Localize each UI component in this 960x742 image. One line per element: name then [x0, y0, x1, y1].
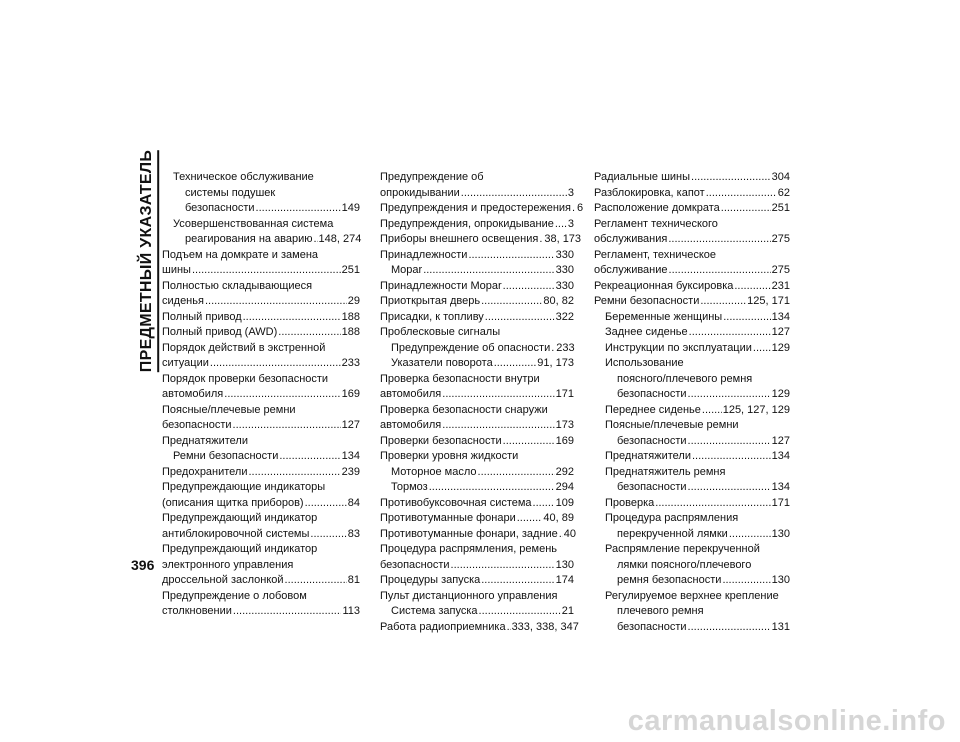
index-entry-text: Беременные женщины: [605, 310, 723, 323]
index-entry: [380, 263, 574, 279]
index-entry: [162, 217, 360, 233]
index-entry-text: ремня безопасности: [617, 574, 722, 586]
index-entry-text: Принадлежности Mopar: [380, 279, 502, 292]
index-entry-text: Преднатяжители: [605, 450, 691, 462]
index-entry-text: Противотуманные фонари: [380, 512, 516, 524]
index-entry-text: Порядок проверки безопасности: [162, 372, 329, 385]
index-entry-page-ref: 169: [555, 434, 574, 447]
index-entry-page-ref: 80, 82: [543, 295, 574, 307]
index-entry-page-ref: 292: [555, 465, 574, 478]
index-entry: [380, 170, 574, 201]
index-entry-page-ref: 127: [771, 434, 790, 447]
index-entry-text: электронного управления: [162, 558, 294, 571]
index-entry: [594, 434, 790, 450]
index-entry-text: Усовершенствованная система: [173, 217, 334, 230]
index-entry-page-ref: 188: [341, 326, 360, 338]
index-entry-text: реагирования на аварию: [185, 233, 313, 245]
index-entry-text: Проверка безопасности внутри: [380, 372, 540, 385]
dot-leader: [517, 511, 543, 527]
dot-leader: [721, 201, 771, 217]
index-entry-text: перекрученной лямки: [617, 527, 728, 540]
index-entry: [380, 201, 584, 217]
dot-leader: [285, 573, 347, 589]
index-entry-page-ref: 38, 173: [544, 233, 582, 245]
index-entry-text: Техническое обслуживание: [173, 171, 314, 183]
index-entry: [162, 186, 360, 217]
dot-leader: [753, 341, 771, 357]
dot-leader: [205, 294, 347, 310]
dot-leader: [572, 201, 576, 217]
index-entry: [380, 325, 574, 341]
dot-leader: [494, 356, 537, 372]
index-entry-text: Полный привод (AWD): [162, 326, 278, 338]
index-entry-text: Моторное масло: [391, 465, 477, 478]
index-entry: [594, 217, 790, 248]
index-entry: [594, 449, 790, 465]
index-entry-text: Предупреждающие индикаторы: [162, 481, 326, 493]
dot-leader: [442, 418, 554, 434]
index-entry-page-ref: 127: [771, 326, 790, 338]
index-entry-page-ref: 130: [555, 558, 574, 571]
index-entry: [162, 232, 360, 248]
index-entry-page-ref: 83: [347, 527, 360, 540]
index-entry-page-ref: 275: [771, 233, 790, 245]
index-entry-text: Проверка: [605, 496, 655, 509]
index-entry-text: Полностью складывающиеся: [162, 279, 313, 292]
index-entry: [594, 527, 790, 543]
dot-leader: [468, 248, 554, 264]
index-entry-text: безопасности: [617, 620, 687, 633]
index-entry-page-ref: 304: [771, 171, 790, 183]
index-entry-text: Процедура распрямления, ремень: [380, 543, 558, 555]
index-entry-page-ref: 171: [771, 496, 790, 509]
index-entry-text: Регулируемое верхнее крепление: [605, 589, 779, 602]
dot-leader: [314, 232, 318, 248]
index-entry-page-ref: 134: [771, 450, 790, 462]
index-entry: [594, 294, 790, 310]
index-entry-text: Процедура распрямления: [605, 512, 739, 524]
dot-leader: [688, 480, 771, 496]
index-entry-text: Преднатяжители: [162, 434, 248, 447]
index-entry: [380, 496, 574, 512]
index-entry-text: Указатели поворота: [391, 357, 493, 369]
index-entry-text: Предупреждение об опасности: [391, 341, 551, 354]
index-entry-page-ref: 233: [341, 357, 360, 369]
index-entry: [162, 170, 360, 186]
index-entry-page-ref: 84: [347, 496, 360, 509]
dot-leader: [723, 310, 770, 326]
index-entry-text: Разблокировка, капот: [594, 186, 705, 199]
index-entry: [594, 480, 790, 496]
dot-leader: [442, 387, 554, 403]
index-entry-page-ref: 173: [555, 419, 574, 431]
index-entry-text: Процедуры запуска: [380, 574, 481, 586]
index-entry-text: Предупреждение о лобовом: [162, 589, 307, 602]
index-column-1: [162, 170, 360, 620]
dot-leader: [559, 527, 563, 543]
index-entry: [380, 480, 574, 496]
index-entry-text: обслуживания: [594, 233, 668, 245]
index-entry-page-ref: 29: [347, 295, 360, 307]
index-entry-text: безопасности: [380, 558, 450, 571]
dot-leader: [305, 496, 347, 512]
dot-leader: [668, 232, 770, 248]
index-entry-page-ref: 134: [771, 481, 790, 493]
index-entry-text: Регламент технического: [594, 217, 718, 230]
dot-leader: [689, 325, 771, 341]
index-entry-page-ref: 231: [771, 279, 790, 292]
index-entry-text: Проблесковые сигналы: [380, 326, 501, 338]
page-number: 396: [131, 557, 155, 573]
section-side-title-text: ПРЕДМЕТНЫЙ УКАЗАТЕЛЬ: [137, 150, 159, 372]
index-entry-text: поясного/плечевого ремня: [617, 372, 753, 385]
index-entry-text: Полный привод: [162, 310, 242, 323]
index-entry-text: автомобиля: [380, 419, 442, 431]
index-entry-text: безопасности: [162, 419, 232, 431]
dot-leader: [507, 620, 511, 636]
dot-leader: [669, 263, 771, 279]
index-entry: [380, 248, 574, 264]
index-entry-page-ref: 233: [556, 341, 575, 354]
index-entry-page-ref: 81: [347, 574, 360, 586]
dot-leader: [256, 201, 341, 217]
index-entry: [594, 589, 790, 605]
index-entry-page-ref: 134: [771, 310, 790, 323]
index-entry-page-ref: 40, 89: [543, 512, 574, 524]
dot-leader: [224, 387, 340, 403]
index-entry-page-ref: 148, 274: [318, 233, 362, 245]
index-entry-text: Поясные/плечевые ремни: [605, 419, 739, 431]
index-entry: [594, 201, 790, 217]
index-entry: [380, 527, 577, 543]
index-entry-page-ref: 125, 127, 129: [722, 403, 790, 416]
dot-leader: [734, 279, 770, 295]
index-entry-text: шины: [162, 264, 191, 276]
dot-leader: [478, 465, 555, 481]
index-entry: [594, 604, 790, 635]
index-entry-text: антиблокировочной системы: [162, 527, 310, 540]
index-entry-text: безопасности: [617, 434, 687, 447]
index-entry-page-ref: 127: [341, 419, 360, 431]
index-entry: [162, 248, 360, 279]
index-entry: [594, 558, 790, 589]
dot-leader: [533, 496, 555, 512]
index-entry-text: Регламент, техническое: [594, 248, 716, 261]
index-entry: [162, 279, 360, 310]
index-entry-text: Поясные/плечевые ремни: [162, 403, 296, 416]
index-entry: [594, 279, 790, 295]
index-entry: [380, 356, 574, 372]
index-entry-text: Предупреждающий индикатор: [162, 543, 318, 555]
index-entry-page-ref: 3: [567, 186, 574, 199]
index-entry-page-ref: 130: [771, 574, 790, 586]
index-entry-page-ref: 149: [341, 202, 360, 214]
index-entry: [380, 449, 574, 465]
index-entry-text: Принадлежности: [380, 248, 468, 261]
dot-leader: [688, 434, 771, 450]
index-entry: [380, 604, 574, 620]
index-entry-text: Проверки уровня жидкости: [380, 450, 519, 462]
dot-leader: [233, 604, 342, 620]
index-entry: [380, 620, 579, 636]
index-entry: [594, 496, 790, 512]
dot-leader: [722, 573, 770, 589]
index-column-3: [594, 170, 790, 635]
index-entry-text: Присадки, к топливу: [380, 310, 484, 323]
index-entry: [162, 403, 360, 434]
index-entry: [594, 542, 790, 558]
index-entry: [162, 449, 360, 465]
index-entry: [162, 325, 360, 341]
index-entry-page-ref: 62: [777, 186, 790, 199]
index-entry: [162, 465, 360, 481]
index-entry: [380, 403, 574, 434]
index-entry: [380, 465, 574, 481]
index-entry: [594, 356, 790, 372]
index-entry: [162, 434, 360, 450]
index-entry: [162, 480, 360, 511]
index-entry-page-ref: 3: [567, 217, 574, 230]
index-entry: [380, 294, 574, 310]
index-entry: [162, 372, 360, 403]
index-entry-text: Ремни безопасности: [594, 295, 700, 307]
dot-leader: [210, 356, 341, 372]
index-entry-page-ref: 333, 338, 347: [511, 620, 579, 633]
index-entry-page-ref: 130: [771, 527, 790, 540]
index-entry-text: Расположение домкрата: [594, 202, 720, 214]
dot-leader: [688, 387, 771, 403]
index-entry-text: Проверки безопасности: [380, 434, 502, 447]
index-entry-text: автомобиля: [162, 388, 224, 400]
index-entry-text: опрокидывании: [380, 186, 460, 199]
index-entry-text: Радиальные шины: [594, 171, 691, 183]
dot-leader: [429, 480, 555, 496]
index-entry-page-ref: 134: [341, 450, 360, 462]
index-column-2: [380, 170, 584, 635]
index-entry-page-ref: 174: [555, 574, 574, 586]
index-entry: [380, 232, 582, 248]
index-entry: [380, 589, 574, 605]
index-entry: [594, 403, 790, 419]
dot-leader: [481, 294, 542, 310]
dot-leader: [688, 620, 771, 636]
index-entry-page-ref: 40: [563, 527, 577, 540]
index-entry-text: Порядок действий в экстренной: [162, 341, 326, 354]
index-entry-text: столкновении: [162, 605, 232, 617]
index-entry: [594, 341, 790, 357]
index-entry: [162, 542, 360, 589]
index-entry-page-ref: 129: [771, 341, 790, 354]
index-entry: [594, 372, 790, 403]
index-entry-text: ситуации: [162, 357, 209, 369]
index-entry-text: Подъем на домкрате и замена: [162, 248, 319, 261]
index-entry-page-ref: 91, 173: [537, 357, 574, 369]
index-entry: [162, 341, 360, 372]
index-entry: [380, 279, 574, 295]
index-entry: [162, 310, 360, 326]
index-entry-page-ref: 251: [341, 264, 360, 276]
index-entry-text: Приоткрытая дверь: [380, 295, 481, 307]
dot-leader: [706, 186, 777, 202]
index-entry-page-ref: 188: [341, 310, 360, 323]
index-entry: [594, 325, 790, 341]
index-entry-text: Инструкции по эксплуатации: [605, 341, 752, 354]
index-entry-text: автомобиля: [380, 388, 442, 400]
dot-leader: [485, 310, 555, 326]
dot-leader: [555, 217, 567, 233]
dot-leader: [278, 325, 340, 341]
dot-leader: [702, 403, 722, 419]
dot-leader: [503, 434, 555, 450]
index-entry: [594, 248, 790, 279]
index-entry-text: Использование: [605, 357, 684, 369]
index-entry-page-ref: 330: [555, 264, 574, 276]
index-entry-text: Предохранители: [162, 465, 248, 478]
index-entry-page-ref: 322: [555, 310, 574, 323]
dot-leader: [461, 186, 567, 202]
section-side-title: [133, 149, 163, 373]
index-entry-text: сиденья: [162, 295, 204, 307]
index-entry-text: Предупреждения, опрокидывание: [380, 217, 554, 230]
index-entry-text: Предупреждения и предостережения: [380, 202, 571, 214]
index-entry: [380, 542, 574, 573]
dot-leader: [279, 449, 340, 465]
index-entry-text: Распрямление перекрученной: [605, 543, 760, 555]
index-entry-text: безопасности: [185, 202, 255, 214]
index-entry: [594, 511, 790, 527]
dot-leader: [729, 527, 771, 543]
index-entry-text: Проверка безопасности снаружи: [380, 403, 548, 416]
dot-leader: [249, 465, 341, 481]
index-entry: [594, 186, 790, 202]
index-entry: [594, 310, 790, 326]
watermark-logo: carmanualsonline.info: [627, 705, 946, 737]
index-entry-page-ref: 171: [555, 388, 574, 400]
index-entry-text: Преднатяжитель ремня: [605, 465, 726, 478]
index-entry-text: Предупреждающий индикатор: [162, 512, 318, 524]
dot-leader: [700, 294, 746, 310]
index-entry: [380, 511, 574, 527]
index-entry-text: безопасности: [617, 481, 687, 493]
dot-leader: [655, 496, 770, 512]
dot-leader: [192, 263, 341, 279]
dot-leader: [539, 232, 543, 248]
dot-leader: [481, 573, 554, 589]
index-entry: [594, 170, 790, 186]
index-entry-page-ref: 294: [555, 481, 574, 493]
index-entry-text: Противобуксовочная система: [380, 496, 532, 509]
index-entry: [594, 418, 790, 434]
dot-leader: [692, 449, 771, 465]
dot-leader: [551, 341, 555, 357]
dot-leader: [233, 418, 341, 434]
dot-leader: [243, 310, 341, 326]
index-entry: [380, 434, 574, 450]
index-entry-text: плечевого ремня: [617, 605, 704, 617]
index-entry-text: обслуживание: [594, 264, 668, 276]
index-entry-text: (описания щитка приборов): [162, 496, 304, 509]
dot-leader: [691, 170, 771, 186]
index-entry-text: Противотуманные фонари, задние: [380, 527, 558, 540]
index-entry-text: дроссельной заслонкой: [162, 574, 284, 586]
index-entry: [380, 341, 574, 357]
dot-leader: [310, 527, 346, 543]
index-entry: [594, 465, 790, 481]
index-entry: [380, 217, 574, 233]
index-entry: [380, 573, 574, 589]
index-entry-text: Система запуска: [391, 605, 478, 617]
index-entry-text: Рекреационная буксировка: [594, 279, 734, 292]
index-entry-page-ref: 330: [555, 248, 574, 261]
index-entry: [380, 372, 574, 403]
index-entry-page-ref: 6: [577, 202, 584, 214]
index-entry-text: системы подушек: [185, 186, 276, 199]
dot-leader: [423, 263, 554, 279]
index-entry: [162, 589, 360, 620]
index-entry-page-ref: 21: [561, 605, 574, 617]
index-entry-page-ref: 169: [341, 388, 360, 400]
index-entry-page-ref: 131: [771, 620, 790, 633]
index-entry-text: Работа радиоприемника: [380, 620, 506, 633]
index-entry-text: Предупреждение об: [380, 171, 484, 183]
index-entry: [162, 511, 360, 542]
index-entry-page-ref: 113: [342, 605, 360, 617]
index-entry-text: Mopar: [391, 264, 423, 276]
dot-leader: [451, 558, 555, 574]
index-entry-page-ref: 251: [771, 202, 790, 214]
dot-leader: [479, 604, 561, 620]
index-entry-page-ref: 125, 171: [747, 295, 790, 307]
index-entry-text: Переднее сиденье: [605, 403, 701, 416]
index-entry-page-ref: 239: [341, 465, 360, 478]
index-entry-page-ref: 330: [555, 279, 574, 292]
dot-leader: [503, 279, 555, 295]
index-entry-text: Ремни безопасности: [173, 450, 279, 462]
index-entry-text: безопасности: [617, 388, 687, 400]
index-entry: [380, 310, 574, 326]
index-entry-page-ref: 275: [771, 264, 790, 276]
index-entry-text: Пульт дистанционного управления: [380, 589, 558, 602]
index-entry-text: лямки поясного/плечевого: [617, 558, 752, 571]
index-entry-page-ref: 129: [771, 388, 790, 400]
index-entry-text: Заднее сиденье: [605, 326, 688, 338]
index-entry-page-ref: 109: [555, 496, 574, 509]
index-entry-text: Тормоз: [391, 481, 428, 493]
index-entry-text: Приборы внешнего освещения: [380, 233, 539, 245]
